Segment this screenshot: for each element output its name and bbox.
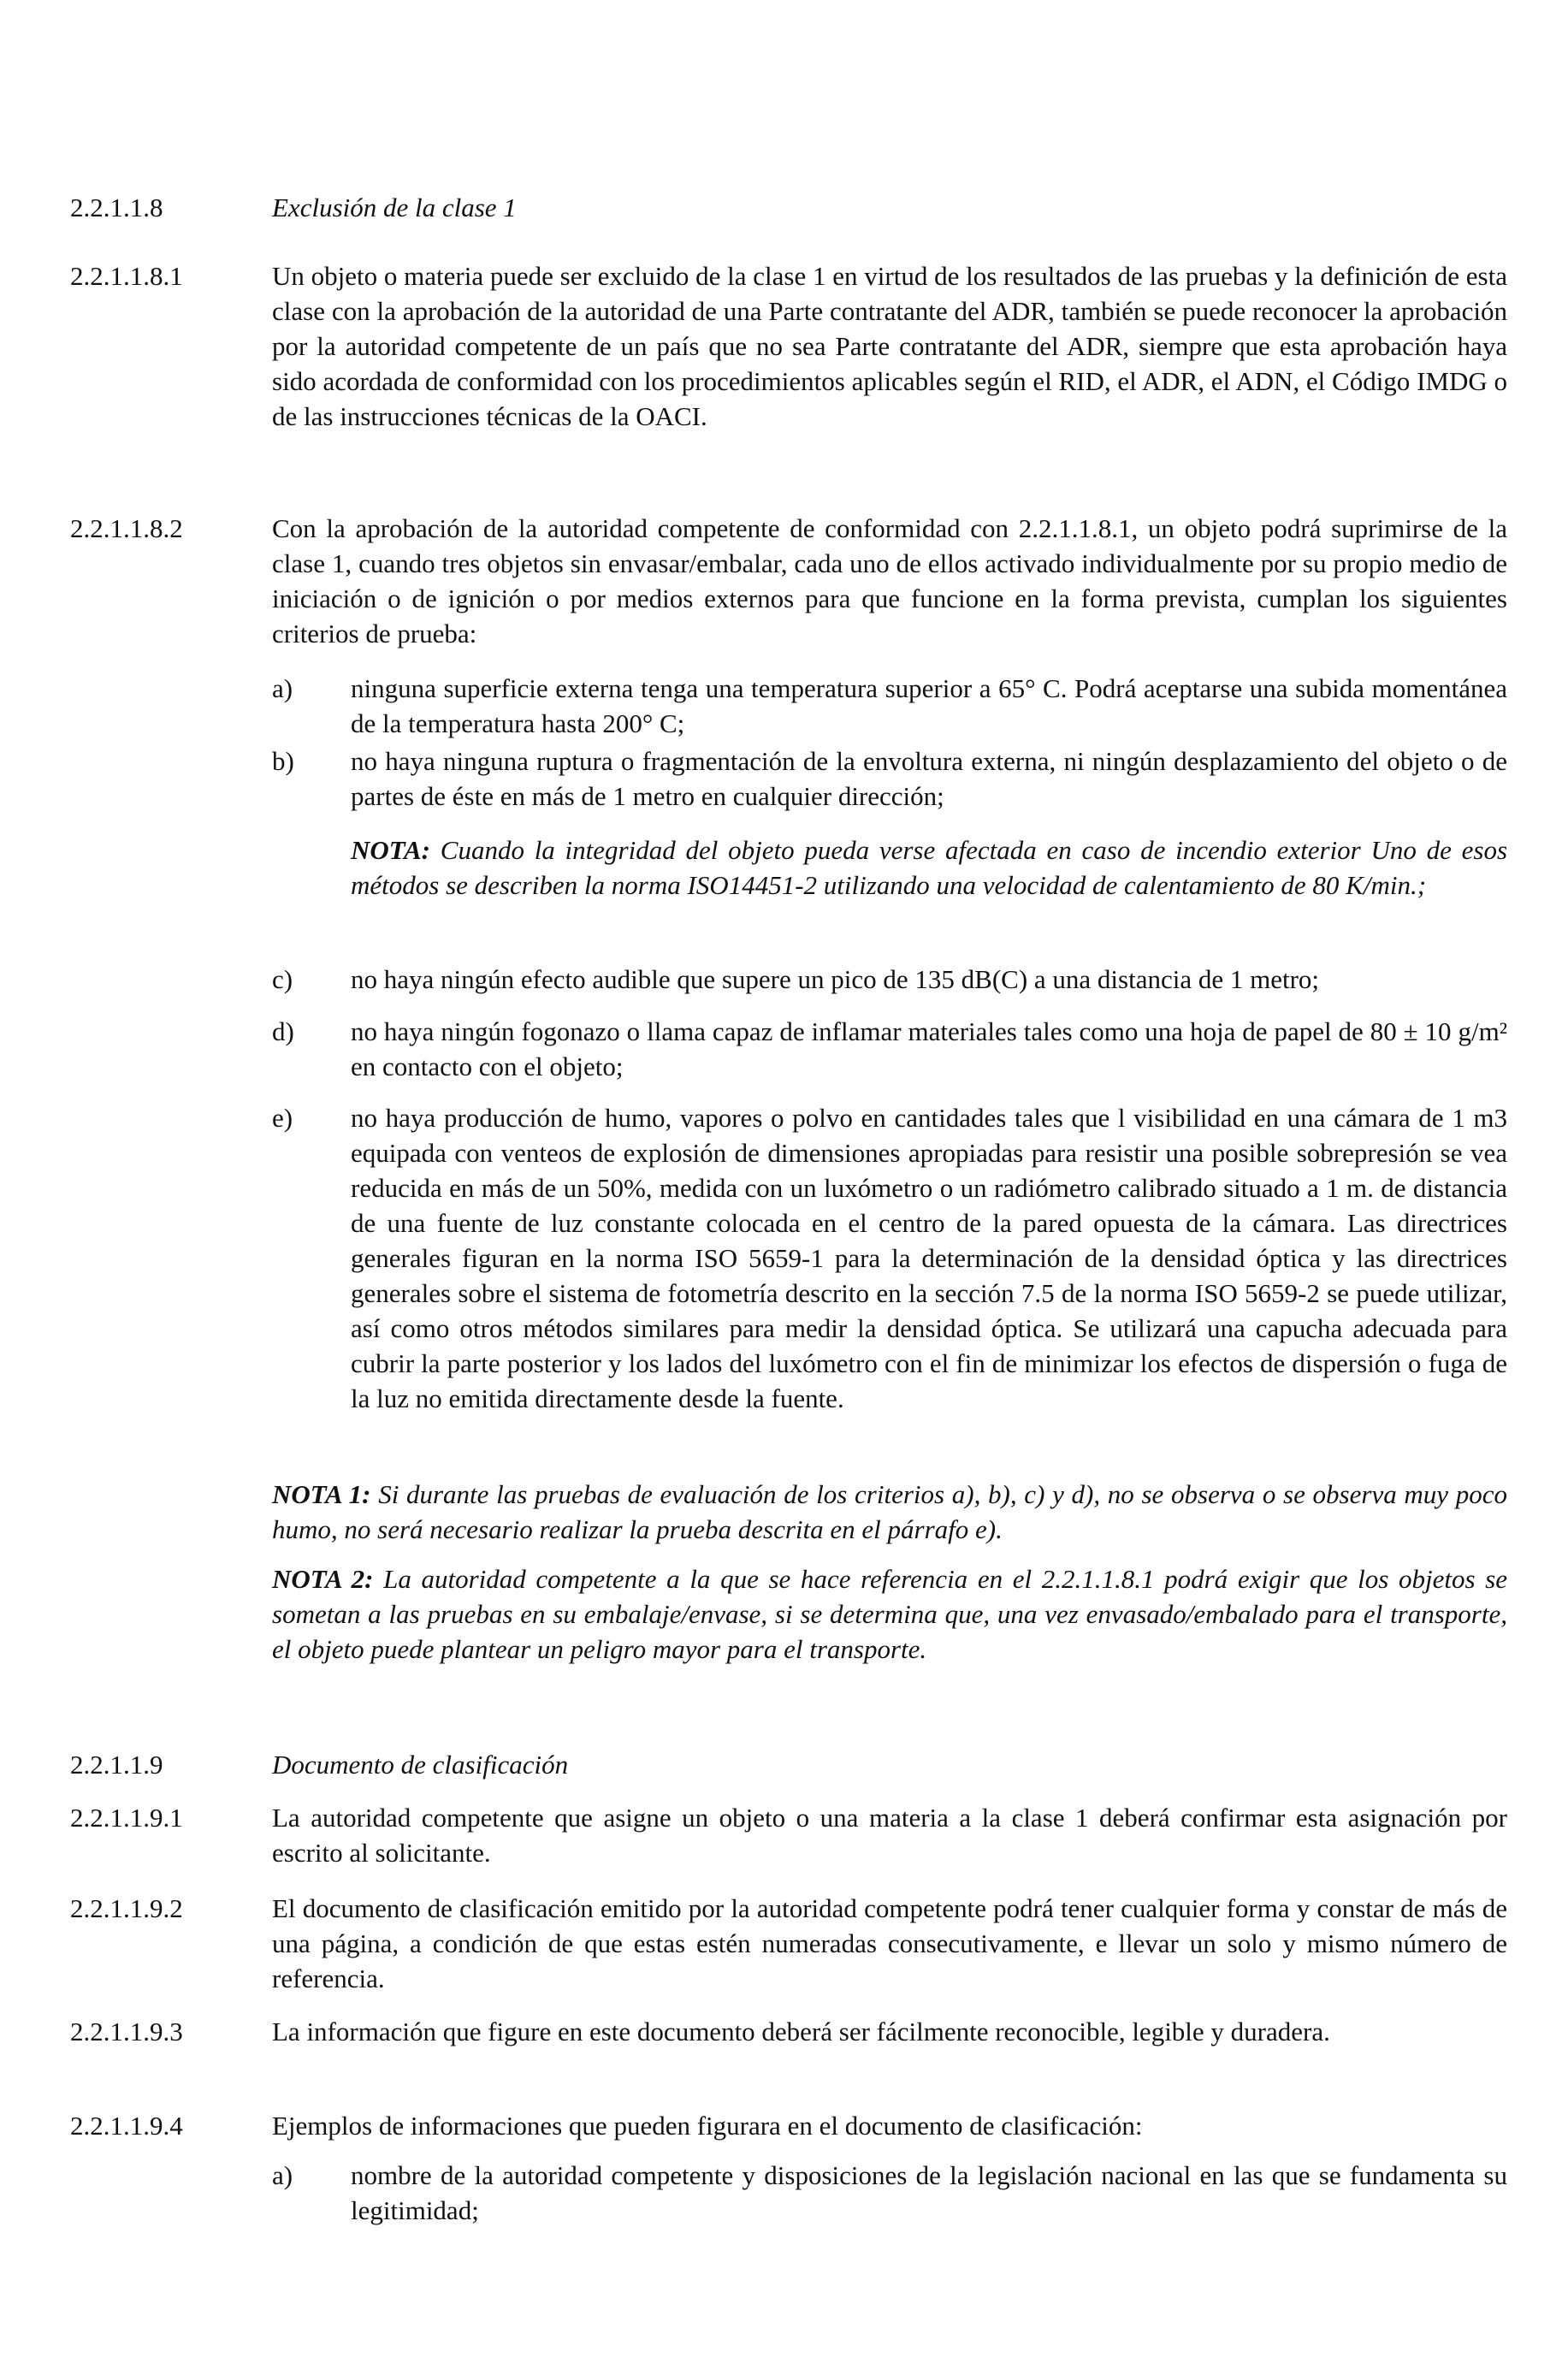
paragraph-number: 2.2.1.1.9.2 [70, 1893, 183, 1923]
section-title: Exclusión de la clase 1 [272, 192, 517, 222]
section-title: Documento de clasificación [272, 1750, 569, 1780]
section-number: 2.2.1.1.9 [70, 1750, 163, 1780]
list-item-label: b) [272, 746, 294, 776]
list-item [272, 743, 1507, 815]
list-item [272, 1014, 1507, 1086]
paragraph-number: 2.2.1.1.9.3 [70, 2017, 183, 2046]
list-item-text: no haya ninguna ruptura o fragmentación de la envoltura externa, ni ningún desplazamiento del objeto o de partes de éste en más de 1 metro en cualquier dirección; [351, 746, 1507, 811]
section-heading [70, 1747, 1507, 1782]
paragraph-number: 2.2.1.1.9.4 [70, 2111, 183, 2141]
section-number: 2.2.1.1.8 [70, 192, 163, 222]
note-label: NOTA: [351, 835, 430, 865]
note [272, 1561, 1507, 1667]
list-item-text: no haya ningún efecto audible que supere un pico de 135 dB(C) a una distancia de 1 metro; [351, 964, 1320, 994]
list-item-text: no haya producción de humo, vapores o polvo en cantidades tales que l visibilidad en una cámara de 1 m3 equipada con venteos de explosión de dimensiones apropiadas para resistir una posible sobrepresión se vea reducida en más de un 50%, medida con un luxómetro o un radiómetro calibrado situado a 1 m. de distancia de una fuente de luz constante colocada en el centro de la pared opuesta de la cámara. Las directrices generales figuran en la norma ISO 5659-1 para la determinación de la densidad óptica y las directrices generales sobre el sistema de fotometría descrito en la sección 7.5 de la norma ISO 5659-2 se puede utilizar, así como otros métodos similares para medir la densidad óptica. Se utilizará una capucha adecuada para cubrir la parte posterior y los lados del luxómetro con el fin de minimizar los efectos de dispersión o fuga de la luz no emitida directamente desde la fuente. [351, 1103, 1507, 1413]
list-item-label: e) [272, 1103, 293, 1133]
list-item [272, 962, 1507, 997]
paragraph-text: La información que figure en este documento deberá ser fácilmente reconocible, legible y duradera. [272, 2017, 1330, 2046]
paragraph-text: La autoridad competente que asigne un objeto o una materia a la clase 1 deberá confirmar esta asignación por escrito al solicitante. [272, 1803, 1507, 1868]
paragraph [70, 511, 1507, 656]
list-item-label: c) [272, 964, 293, 994]
note-text: La autoridad competente a la que se hace referencia en el 2.2.1.1.8.1 podrá exigir que los objetos se sometan a las pruebas en su embalaje/envase, si se determina que, una vez envasado/embalado para el transporte, el objeto puede plantear un peligro mayor para el transporte. [272, 1564, 1508, 1664]
note [272, 1477, 1507, 1547]
paragraph [70, 1891, 1507, 1998]
note-text: Cuando la integridad del objeto pueda verse afectada en caso de incendio exterior Uno de esos métodos se describen la norma ISO14451-2 utilizando una velocidad de calentamiento de 80 K/min.; [351, 835, 1508, 900]
list-item-label: a) [272, 673, 293, 703]
paragraph [70, 2014, 1507, 2086]
note-text: Si durante las pruebas de evaluación de los criterios a), b), c) y d), no se observa o se observa muy poco humo, no será necesario realizar la prueba descrita en el párrafo e). [272, 1479, 1507, 1544]
paragraph-text: Ejemplos de informaciones que pueden figurara en el documento de clasificación: [272, 2111, 1143, 2141]
list-item-text: nombre de la autoridad competente y disposiciones de la legislación nacional en las que se fundamenta su legitimidad; [351, 2160, 1507, 2225]
list-item [272, 1100, 1507, 1460]
section-heading [70, 190, 1507, 225]
paragraph-text: El documento de clasificación emitido por la autoridad competente podrá tener cualquier forma y constar de más de una página, a condición de que estas estén numeradas consecutivamente, e llevar un solo y mismo número de referencia. [272, 1893, 1507, 1993]
list-item [272, 2158, 1507, 2230]
paragraph [70, 2108, 1507, 2143]
paragraph-number: 2.2.1.1.8.2 [70, 513, 183, 543]
list-item-label: a) [272, 2160, 293, 2190]
list-item-text: no haya ningún fogonazo o llama capaz de inflamar materiales tales como una hoja de papel de 80 ± 10 g/m² en contacto con el objeto; [351, 1016, 1507, 1081]
paragraph-text: Con la aprobación de la autoridad competente de conformidad con 2.2.1.1.8.1, un objeto podrá suprimirse de la clase 1, cuando tres objetos sin envasar/embalar, cada uno de ellos activado individualmente por su propio medio de iniciación o de ignición o por medios externos para que funcione en la forma prevista, cumplan los siguientes criterios de prueba: [272, 513, 1507, 649]
paragraph-number: 2.2.1.1.9.1 [70, 1803, 183, 1833]
list-item-text: ninguna superficie externa tenga una temperatura superior a 65° C. Podrá aceptarse una subida momentánea de la temperatura hasta 200° C; [351, 673, 1507, 738]
paragraph-number: 2.2.1.1.8.1 [70, 261, 183, 291]
paragraph-text: Un objeto o materia puede ser excluido de la clase 1 en virtud de los resultados de las pruebas y la definición de esta clase con la aprobación de la autoridad de una Parte contratante del ADR, también se puede reconocer la aprobación por la autoridad competente de un país que no sea Parte contratante del ADR, siempre que esta aprobación haya sido acordada de conformidad con los procedimientos aplicables según el RID, el ADR, el ADN, el Código IMDG o de las instrucciones técnicas de la OACI. [272, 261, 1507, 431]
note-label: NOTA 1: [272, 1479, 371, 1509]
paragraph [70, 258, 1507, 472]
note [351, 832, 1507, 903]
paragraph [70, 1800, 1507, 1872]
list-item [272, 671, 1507, 743]
note-label: NOTA 2: [272, 1564, 374, 1594]
list-item-label: d) [272, 1016, 294, 1046]
